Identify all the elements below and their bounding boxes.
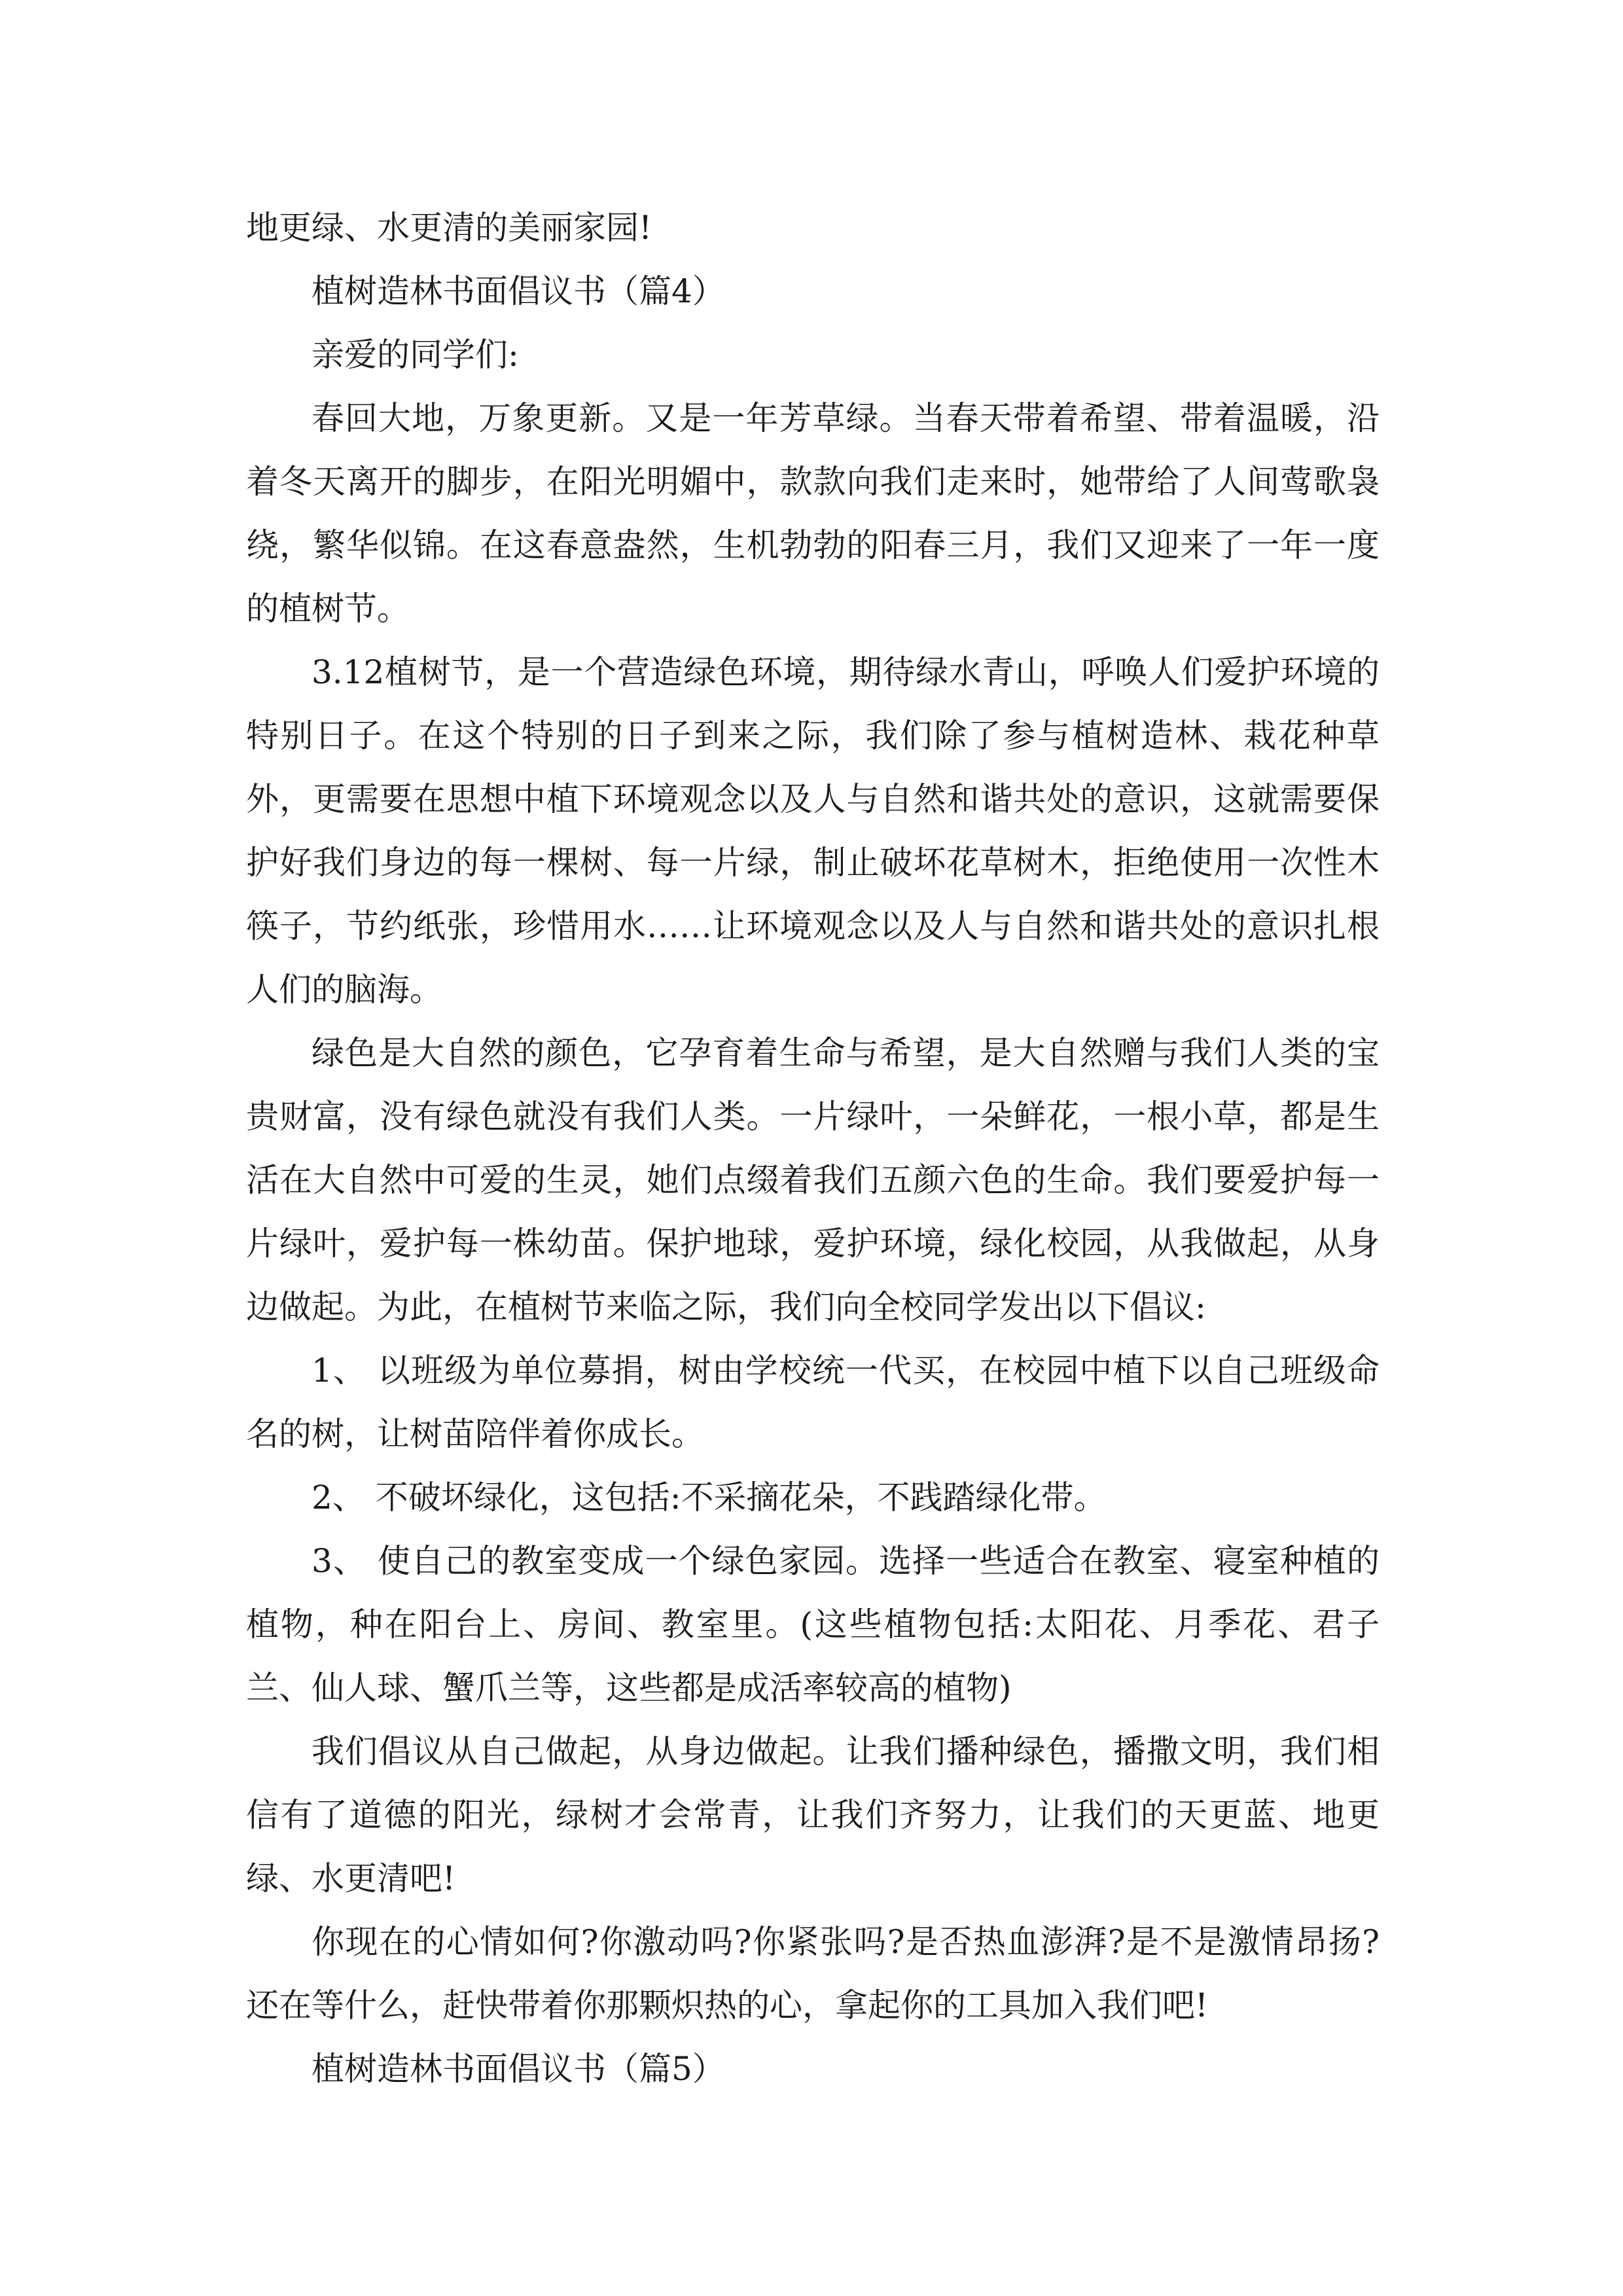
body-paragraph: 春回大地，万象更新。又是一年芳草绿。当春天带着希望、带着温暖，沿着冬天离开的脚步，在阳光明媚中，款款向我们走来时，她带给了人间莺歌袅绕，繁华似锦。在这春意盎然，生机勃勃的阳春三月，我们又迎来了一年一度的植树节。 (246, 399, 1380, 628)
salutation: 亲爱的同学们: (312, 336, 519, 374)
body-paragraph: 你现在的心情如何?你激动吗?你紧张吗?是否热血澎湃?是不是激情昂扬?还在等什么，赶快带着你那颗炽热的心，拿起你的工具加入我们吧! (246, 1923, 1380, 2024)
section-heading: 植树造林书面倡议书（篇4） (312, 272, 725, 310)
body-paragraph: 3.12植树节，是一个营造绿色环境，期待绿水青山，呼唤人们爱护环境的特别日子。在这个特别的日子到来之际，我们除了参与植树造林、栽花种草外，更需要在思想中植下环境观念以及人与自然和谐共处的意识，这就需要保护好我们身边的每一棵树、每一片绿，制止破坏花草树木，拒绝使用一次性木筷子，节约纸张，珍惜用水……让环境观念以及人与自然和谐共处的意识扎根人们的脑海。 (246, 653, 1380, 1009)
proposal-item-2: 2、 不破坏绿化，这包括:不采摘花朵，不践踏绿化带。 (312, 1479, 1107, 1516)
proposal-item-1: 1、 以班级为单位募捐，树由学校统一代买，在校园中植下以自己班级命名的树，让树苗陪伴着你成长。 (246, 1352, 1380, 1453)
body-paragraph: 绿色是大自然的颜色，它孕育着生命与希望，是大自然赠与我们人类的宝贵财富，没有绿色就没有我们人类。一片绿叶，一朵鲜花，一根小草，都是生活在大自然中可爱的生灵，她们点缀着我们五颜六色的生命。我们要爱护每一片绿叶，爱护每一株幼苗。保护地球，爱护环境，绿化校园，从我做起，从身边做起。为此，在植树节来临之际，我们向全校同学发出以下倡议: (246, 1034, 1380, 1326)
section-heading: 植树造林书面倡议书（篇5） (312, 2050, 725, 2088)
proposal-item-3: 3、 使自己的教室变成一个绿色家园。选择一些适合在教室、寝室种植的植物，种在阳台上、房间、教室里。(这些植物包括:太阳花、月季花、君子兰、仙人球、蟹爪兰等，这些都是成活率较高的植物) (246, 1542, 1380, 1707)
body-paragraph: 我们倡议从自己做起，从身边做起。让我们播种绿色，播撒文明，我们相信有了道德的阳光，绿树才会常青，让我们齐努力，让我们的天更蓝、地更绿、水更清吧! (246, 1732, 1380, 1897)
document-body (246, 196, 1380, 2101)
continuation-paragraph: 地更绿、水更清的美丽家园! (246, 209, 652, 247)
